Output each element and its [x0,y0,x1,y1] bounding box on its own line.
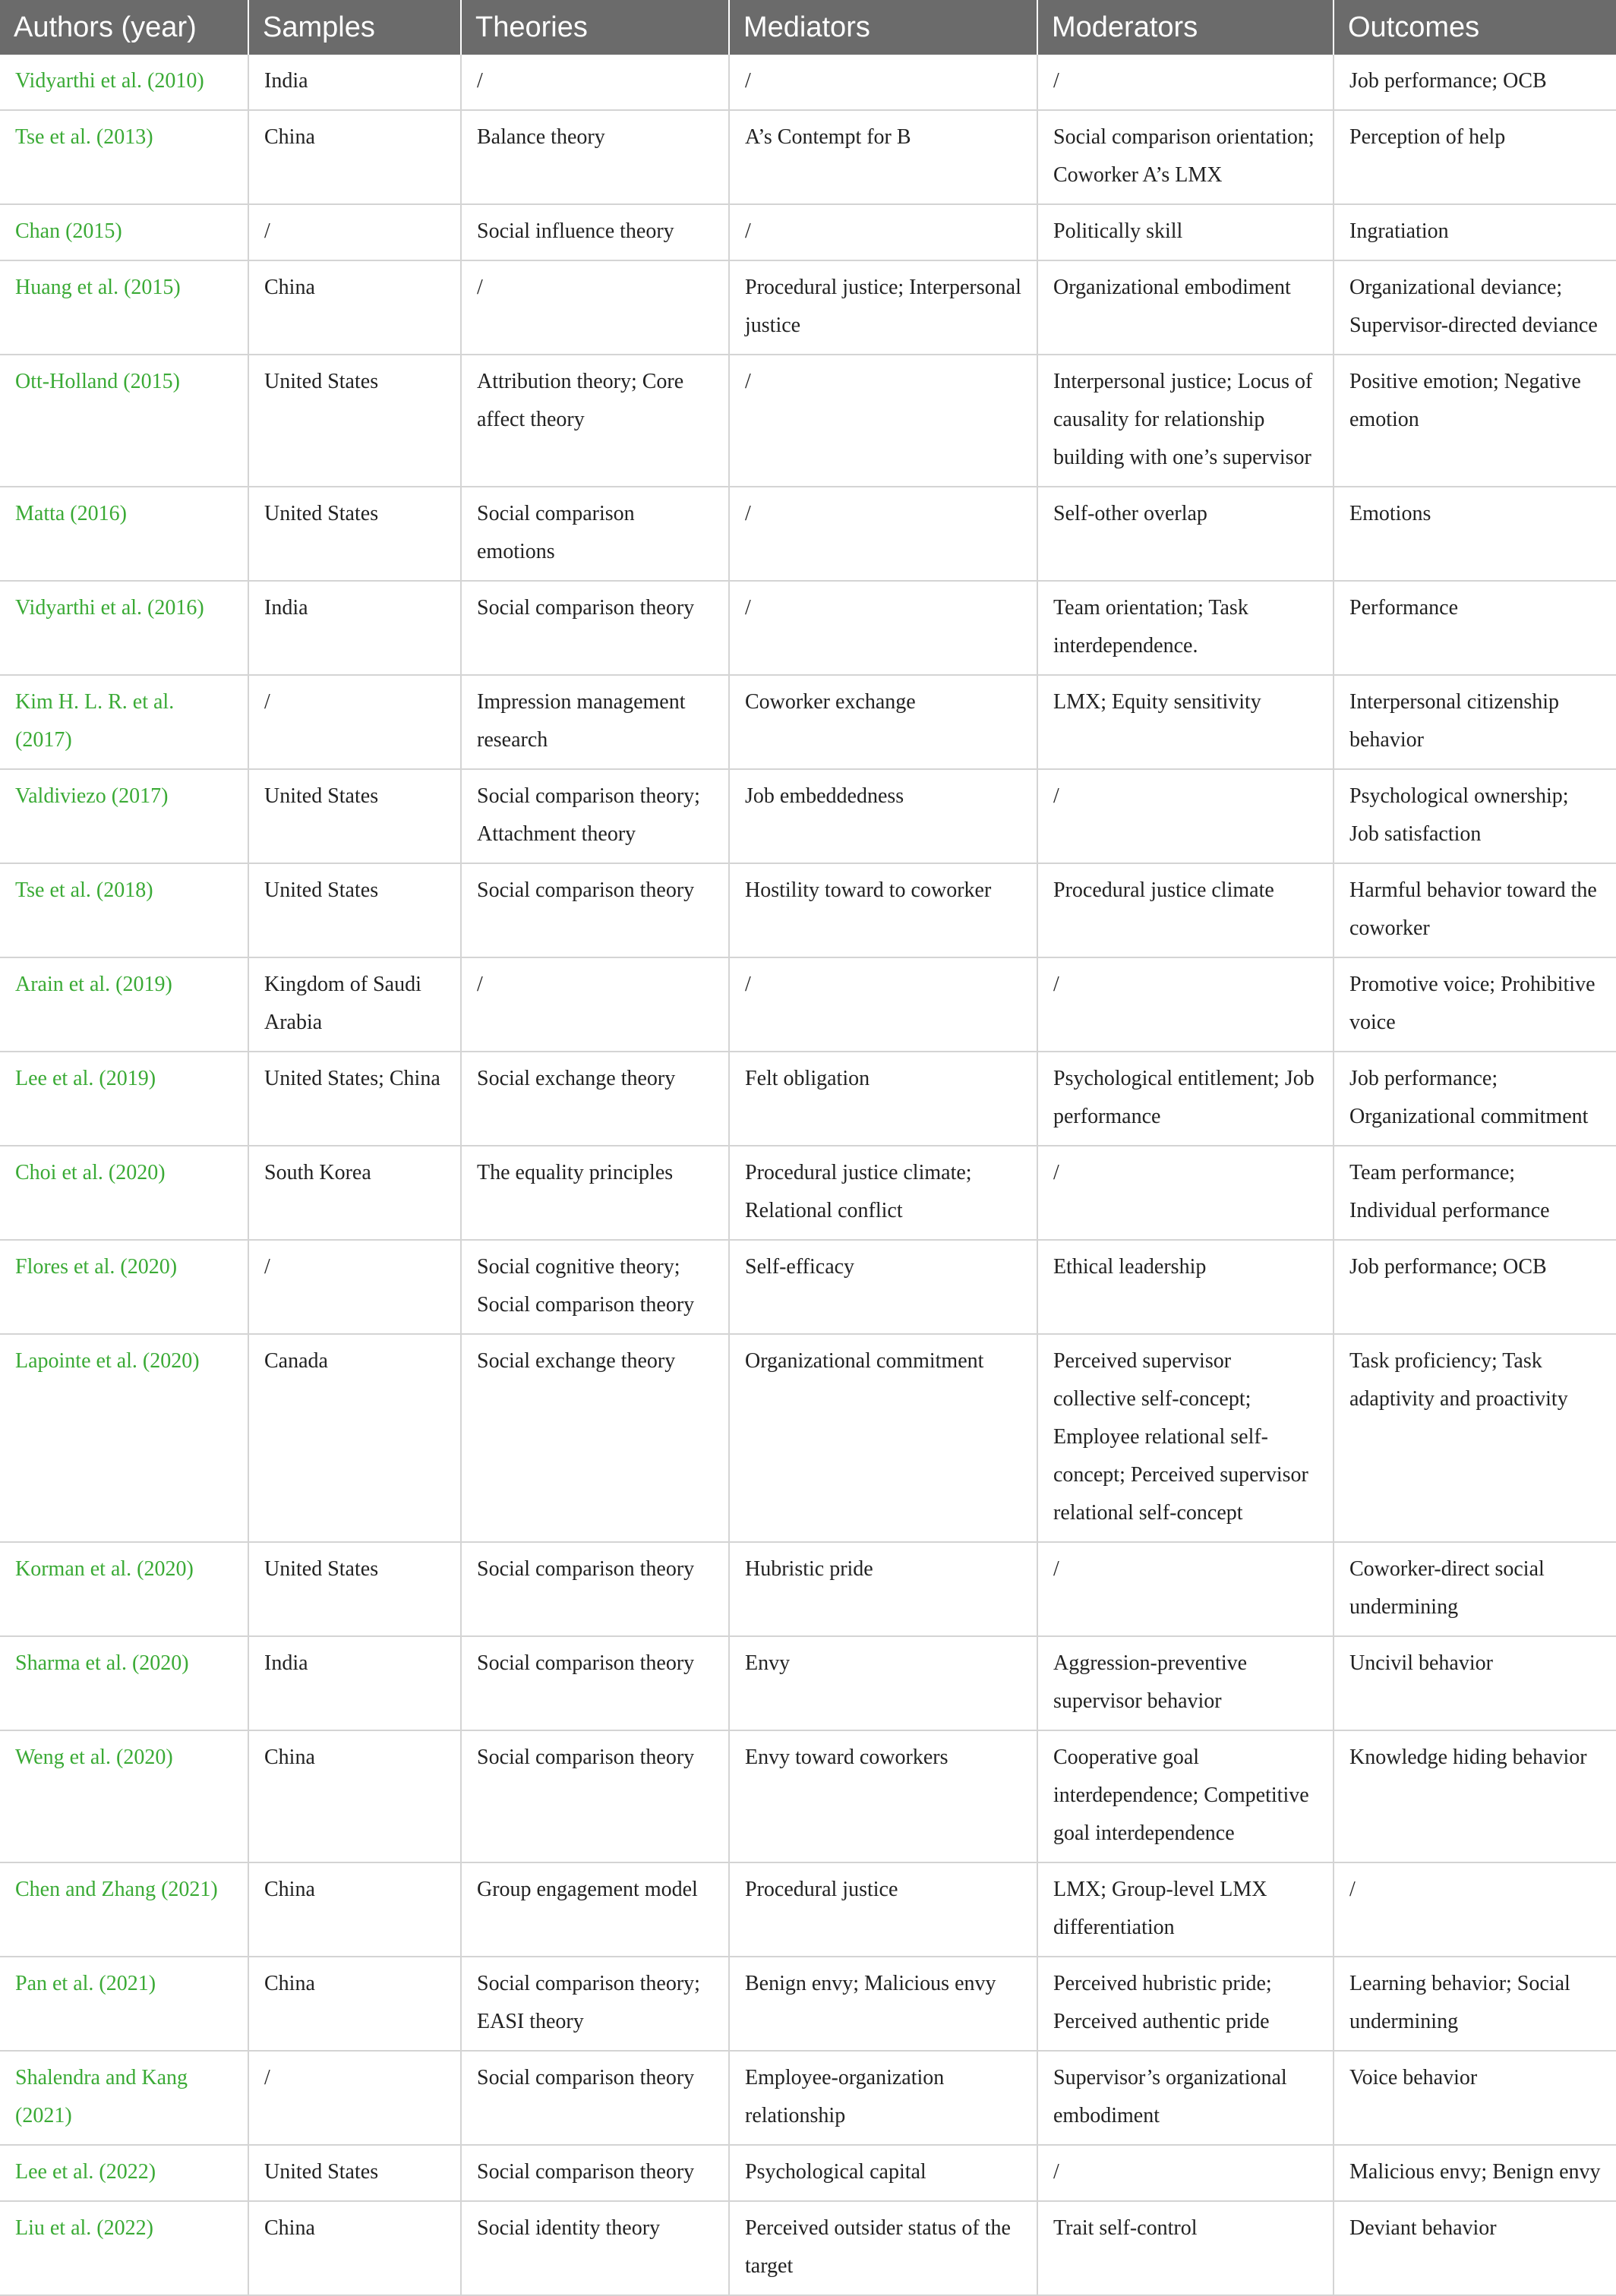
cell-theories: Social influence theory [461,204,729,260]
table-row [0,55,1616,110]
header-mediators: Mediators [729,0,1037,55]
table-row [0,1957,1616,2051]
table-row [0,487,1616,581]
cell-outcomes: Job performance; Organizational commitment [1334,1052,1616,1146]
cell-samples: South Korea [248,1146,461,1240]
cell-moderators: LMX; Equity sensitivity [1037,675,1334,769]
cell-theories: Social exchange theory [461,1052,729,1146]
cell-theories: / [461,260,729,355]
cell-moderators: Organizational embodiment [1037,260,1334,355]
cell-theories: Social cognitive theory; Social comparison theory [461,1240,729,1334]
cell-outcomes: Emotions [1334,487,1616,581]
table-row [0,2201,1616,2295]
cell-moderators: Social comparison orientation; Coworker A’s LMX [1037,110,1334,204]
cell-author[interactable]: Liu et al. (2022) [0,2201,248,2295]
table-row [0,1052,1616,1146]
cell-moderators: / [1037,1542,1334,1636]
cell-theories: / [461,957,729,1052]
cell-samples: United States [248,355,461,487]
cell-mediators: Employee-organization relationship [729,2051,1037,2145]
cell-moderators: / [1037,2145,1334,2201]
cell-author[interactable]: Chen and Zhang (2021) [0,1862,248,1957]
cell-moderators: Trait self-control [1037,2201,1334,2295]
cell-mediators: A’s Contempt for B [729,110,1037,204]
table-row [0,675,1616,769]
cell-samples: India [248,581,461,675]
table-row [0,2051,1616,2145]
table-row [0,581,1616,675]
cell-moderators: Procedural justice climate [1037,863,1334,957]
table-row [0,1862,1616,1957]
cell-theories: Group engagement model [461,1862,729,1957]
cell-theories: Impression management research [461,675,729,769]
cell-mediators: / [729,957,1037,1052]
header-authors: Authors (year) [0,0,248,55]
table-row [0,957,1616,1052]
cell-mediators: Perceived outsider status of the target [729,2201,1037,2295]
table-row [0,1240,1616,1334]
cell-moderators: Psychological entitlement; Job performance [1037,1052,1334,1146]
cell-author[interactable]: Weng et al. (2020) [0,1730,248,1862]
cell-samples: United States; China [248,1052,461,1146]
cell-samples: China [248,1730,461,1862]
cell-author[interactable]: Ott-Holland (2015) [0,355,248,487]
cell-author[interactable]: Sharma et al. (2020) [0,1636,248,1730]
cell-outcomes: Perception of help [1334,110,1616,204]
cell-author[interactable]: Vidyarthi et al. (2010) [0,55,248,110]
cell-moderators: LMX; Group-level LMX differentiation [1037,1862,1334,1957]
cell-samples: China [248,1862,461,1957]
cell-moderators: / [1037,769,1334,863]
table-body [0,55,1616,2295]
cell-theories: Social comparison emotions [461,487,729,581]
cell-samples: China [248,110,461,204]
cell-samples: / [248,675,461,769]
cell-author[interactable]: Korman et al. (2020) [0,1542,248,1636]
cell-outcomes: Promotive voice; Prohibitive voice [1334,957,1616,1052]
cell-theories: Social comparison theory [461,581,729,675]
cell-mediators: Envy [729,1636,1037,1730]
cell-author[interactable]: Huang et al. (2015) [0,260,248,355]
cell-mediators: / [729,581,1037,675]
cell-theories: Social exchange theory [461,1334,729,1542]
table-row [0,769,1616,863]
table-row [0,1636,1616,1730]
cell-outcomes: Positive emotion; Negative emotion [1334,355,1616,487]
cell-outcomes: Coworker-direct social undermining [1334,1542,1616,1636]
cell-mediators: Procedural justice [729,1862,1037,1957]
cell-author[interactable]: Tse et al. (2013) [0,110,248,204]
cell-outcomes: Task proficiency; Task adaptivity and proactivity [1334,1334,1616,1542]
cell-samples: / [248,204,461,260]
cell-outcomes: Uncivil behavior [1334,1636,1616,1730]
cell-outcomes: Job performance; OCB [1334,1240,1616,1334]
cell-author[interactable]: Valdiviezo (2017) [0,769,248,863]
cell-samples: / [248,1240,461,1334]
cell-samples: United States [248,863,461,957]
cell-moderators: / [1037,957,1334,1052]
cell-mediators: Hubristic pride [729,1542,1037,1636]
cell-outcomes: Team performance; Individual performance [1334,1146,1616,1240]
cell-mediators: Procedural justice; Interpersonal justice [729,260,1037,355]
table-row [0,110,1616,204]
cell-outcomes: Learning behavior; Social undermining [1334,1957,1616,2051]
cell-theories: / [461,55,729,110]
cell-outcomes: Organizational deviance; Supervisor-directed deviance [1334,260,1616,355]
cell-mediators: Procedural justice climate; Relational conflict [729,1146,1037,1240]
cell-outcomes: Psychological ownership; Job satisfaction [1334,769,1616,863]
cell-theories: Social comparison theory; Attachment theory [461,769,729,863]
cell-moderators: Perceived hubristic pride; Perceived authentic pride [1037,1957,1334,2051]
cell-theories: Attribution theory; Core affect theory [461,355,729,487]
table-row [0,1730,1616,1862]
cell-mediators: / [729,55,1037,110]
cell-author[interactable]: Vidyarthi et al. (2016) [0,581,248,675]
cell-author[interactable]: Matta (2016) [0,487,248,581]
cell-theories: Social comparison theory; EASI theory [461,1957,729,2051]
cell-mediators: Organizational commitment [729,1334,1037,1542]
cell-moderators: Supervisor’s organizational embodiment [1037,2051,1334,2145]
cell-outcomes: Interpersonal citizenship behavior [1334,675,1616,769]
cell-author[interactable]: Arain et al. (2019) [0,957,248,1052]
cell-samples: China [248,1957,461,2051]
cell-mediators: Self-efficacy [729,1240,1037,1334]
table-row [0,1334,1616,1542]
cell-samples: / [248,2051,461,2145]
cell-outcomes: Performance [1334,581,1616,675]
cell-author[interactable]: Choi et al. (2020) [0,1146,248,1240]
cell-outcomes: Deviant behavior [1334,2201,1616,2295]
table-row [0,1146,1616,1240]
header-samples: Samples [248,0,461,55]
cell-moderators: Interpersonal justice; Locus of causality for relationship building with one’s supervisor [1037,355,1334,487]
cell-moderators: / [1037,1146,1334,1240]
cell-author[interactable]: Flores et al. (2020) [0,1240,248,1334]
cell-moderators: / [1037,55,1334,110]
cell-samples: United States [248,2145,461,2201]
cell-mediators: Job embeddedness [729,769,1037,863]
cell-samples: United States [248,769,461,863]
table-row [0,260,1616,355]
cell-mediators: / [729,487,1037,581]
cell-author[interactable]: Chan (2015) [0,204,248,260]
cell-theories: Social comparison theory [461,1542,729,1636]
cell-outcomes: Knowledge hiding behavior [1334,1730,1616,1862]
cell-outcomes: Job performance; OCB [1334,55,1616,110]
cell-outcomes: Ingratiation [1334,204,1616,260]
cell-samples: China [248,260,461,355]
cell-samples: India [248,55,461,110]
table-header [0,0,1616,55]
cell-theories: Social comparison theory [461,2145,729,2201]
cell-mediators: / [729,355,1037,487]
table-row [0,204,1616,260]
cell-author[interactable]: Kim H. L. R. et al. (2017) [0,675,248,769]
cell-author[interactable]: Tse et al. (2018) [0,863,248,957]
cell-author[interactable]: Lapointe et al. (2020) [0,1334,248,1542]
cell-moderators: Self-other overlap [1037,487,1334,581]
table-row [0,2145,1616,2201]
cell-moderators: Ethical leadership [1037,1240,1334,1334]
cell-moderators: Politically skill [1037,204,1334,260]
cell-theories: Social identity theory [461,2201,729,2295]
cell-mediators: Coworker exchange [729,675,1037,769]
cell-theories: Social comparison theory [461,2051,729,2145]
cell-author[interactable]: Pan et al. (2021) [0,1957,248,2051]
table-row [0,863,1616,957]
cell-mediators: / [729,204,1037,260]
cell-theories: The equality principles [461,1146,729,1240]
cell-mediators: Felt obligation [729,1052,1037,1146]
header-outcomes: Outcomes [1334,0,1616,55]
cell-author[interactable]: Lee et al. (2019) [0,1052,248,1146]
cell-moderators: Cooperative goal interdependence; Competitive goal interdependence [1037,1730,1334,1862]
table-row [0,355,1616,487]
cell-theories: Balance theory [461,110,729,204]
cell-samples: Kingdom of Saudi Arabia [248,957,461,1052]
cell-theories: Social comparison theory [461,1730,729,1862]
table-row [0,1542,1616,1636]
header-moderators: Moderators [1037,0,1334,55]
cell-samples: United States [248,1542,461,1636]
cell-outcomes: Malicious envy; Benign envy [1334,2145,1616,2201]
cell-author[interactable]: Lee et al. (2022) [0,2145,248,2201]
header-row [0,0,1616,55]
cell-theories: Social comparison theory [461,1636,729,1730]
cell-samples: India [248,1636,461,1730]
cell-outcomes: / [1334,1862,1616,1957]
cell-outcomes: Voice behavior [1334,2051,1616,2145]
cell-mediators: Psychological capital [729,2145,1037,2201]
cell-author[interactable]: Shalendra and Kang (2021) [0,2051,248,2145]
cell-samples: Canada [248,1334,461,1542]
cell-moderators: Perceived supervisor collective self-concept; Employee relational self-concept; Perceived supervisor relational self-concept [1037,1334,1334,1542]
cell-samples: China [248,2201,461,2295]
cell-mediators: Benign envy; Malicious envy [729,1957,1037,2051]
cell-outcomes: Harmful behavior toward the coworker [1334,863,1616,957]
cell-moderators: Aggression-preventive supervisor behavior [1037,1636,1334,1730]
cell-theories: Social comparison theory [461,863,729,957]
cell-moderators: Team orientation; Task interdependence. [1037,581,1334,675]
cell-samples: United States [248,487,461,581]
cell-mediators: Envy toward coworkers [729,1730,1037,1862]
header-theories: Theories [461,0,729,55]
cell-mediators: Hostility toward to coworker [729,863,1037,957]
